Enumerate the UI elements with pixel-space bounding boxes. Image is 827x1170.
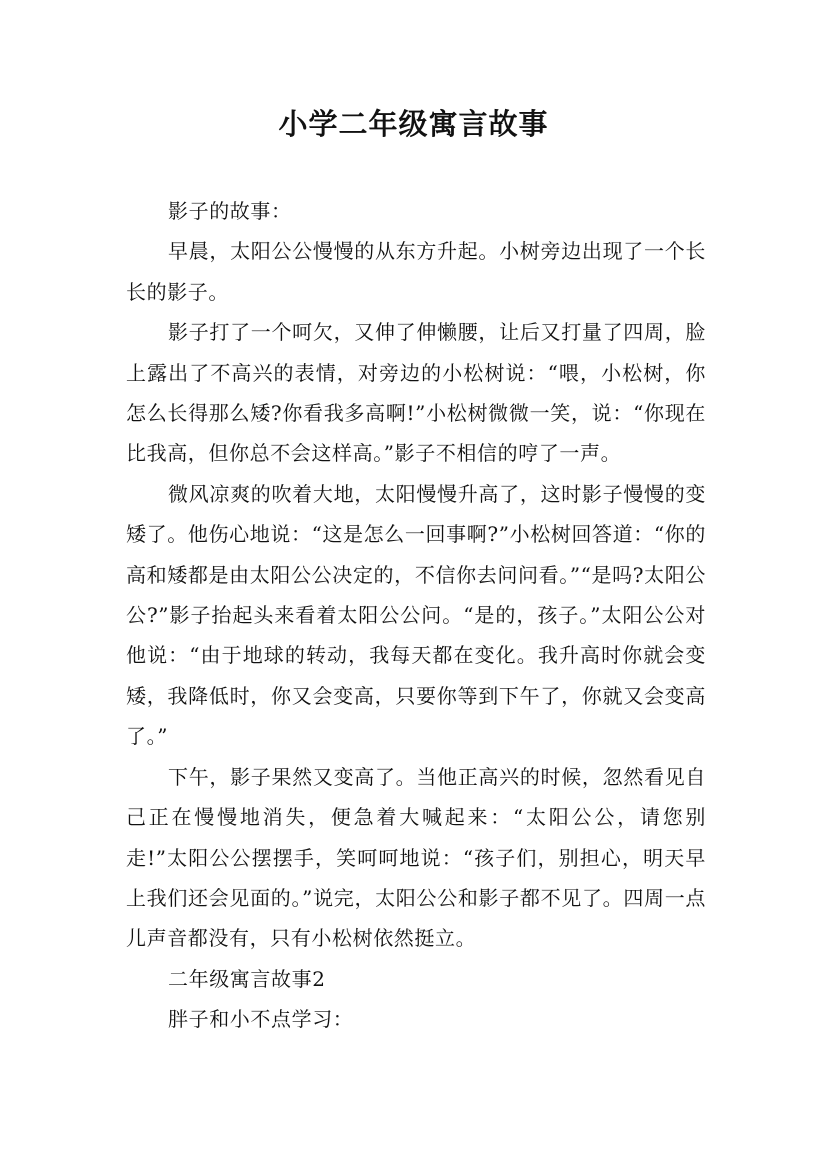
paragraph-story-two-heading: 二年级寓言故事2 [168, 966, 326, 991]
paragraph-shadow-yawn: 影子打了一个呵欠，又伸了伸懒腰，让后又打量了四周，脸上露出了不高兴的表情，对旁边的小松树说：“喂，小松树，你怎么长得那么矮?你看我多高啊!”小松树微微一笑，说：“你现在比我高，但你总不会这样高。”影子不相信的哼了一声。 [126, 320, 706, 466]
document-title: 小学二年级寓言故事 [278, 107, 549, 141]
paragraph-afternoon: 下午，影子果然又变高了。当他正高兴的时候，忽然看见自己正在慢慢地消失，便急着大喊起来：“太阳公公，请您别走!”太阳公公摆摆手，笑呵呵地说：“孩子们，别担心，明天早上我们还会见面的。”说完，太阳公公和影子都不见了。四周一点儿声音都没有，只有小松树依然挺立。 [126, 764, 706, 951]
paragraph-section-heading: 影子的故事： [168, 199, 292, 223]
paragraph-breeze: 微风凉爽的吹着大地，太阳慢慢升高了，这时影子慢慢的变矮了。他伤心地说：“这是怎么一回事啊?”小松树回答道：“你的高和矮都是由太阳公公决定的，不信你去问问看。”“是吗?太阳公公?”影子抬起头来看着太阳公公问。“是的，孩子。”太阳公公对他说：“由于地球的转动，我每天都在变化。我升高时你就会变矮，我降低时，你又会变高，只要你等到下午了，你就又会变高了。” [126, 481, 706, 749]
paragraph-morning: 早晨，太阳公公慢慢的从东方升起。小树旁边出现了一个长长的影子。 [126, 239, 706, 304]
paragraph-story-two-subtitle: 胖子和小不点学习： [168, 1007, 354, 1032]
document-body [126, 191, 706, 1040]
